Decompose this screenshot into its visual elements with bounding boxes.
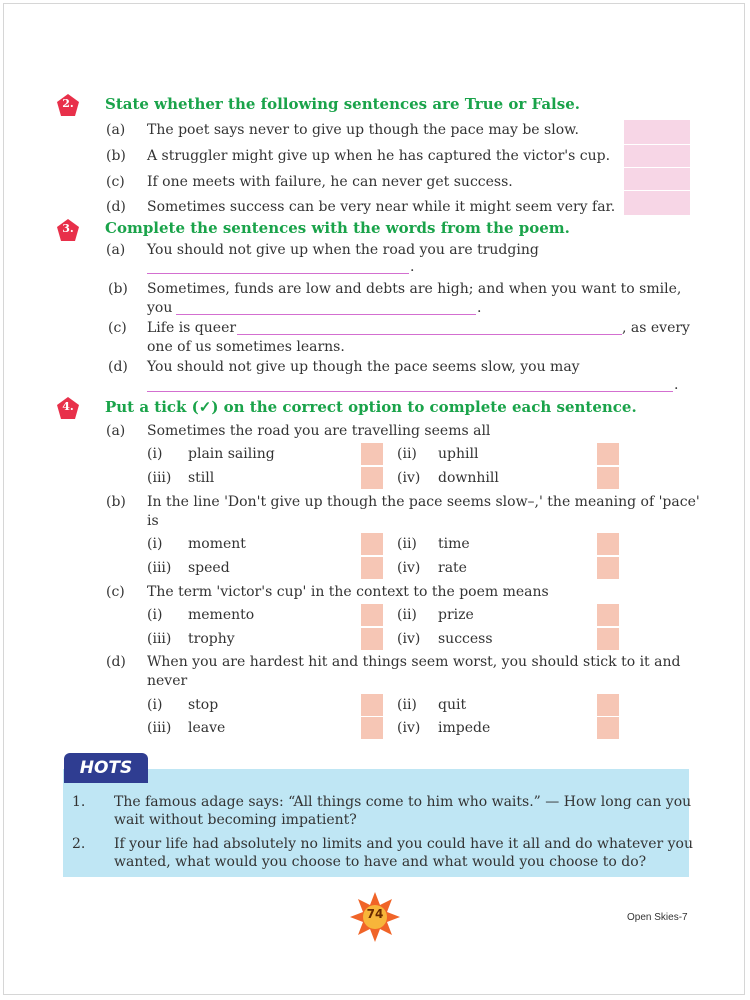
tick-box[interactable] [361, 557, 383, 579]
option-text: plain sailing [188, 446, 275, 462]
tick-box[interactable] [361, 443, 383, 465]
hots-tab-label: HOTS [79, 758, 133, 778]
option-number: (ii) [397, 536, 417, 552]
option-text: quit [438, 697, 467, 713]
q3b-text2: you [147, 300, 173, 316]
q3c-text-after: , as every [622, 320, 690, 336]
q3-number-badge [56, 218, 80, 242]
option-text: rate [438, 560, 467, 576]
q2-item-text: If one meets with failure, he can never get success. [147, 174, 513, 190]
option-text: leave [188, 720, 226, 736]
option-text: downhill [438, 470, 499, 486]
option-text: prize [438, 607, 474, 623]
q4d-text2: never [147, 673, 188, 689]
q3b-end: . [477, 300, 482, 316]
tick-box[interactable] [361, 717, 383, 739]
q3c-label: (c) [108, 320, 127, 336]
option-text: impede [438, 720, 491, 736]
option-number: (i) [147, 446, 163, 462]
q4d-text: When you are hardest hit and things seem worst, you should stick to it and [147, 654, 681, 670]
option-number: (iv) [397, 470, 421, 486]
option-number: (iv) [397, 631, 421, 647]
tick-box[interactable] [597, 694, 619, 716]
q3d-blank[interactable] [147, 391, 673, 392]
option-number: (iv) [397, 560, 421, 576]
q4a-label: (a) [106, 423, 126, 439]
q2-title: State whether the following sentences are True or False. [105, 95, 580, 113]
true-false-answer-box[interactable] [624, 120, 690, 215]
q3b-text: Sometimes, funds are low and debts are high; and when you want to smile, [147, 281, 682, 297]
q4-title: Put a tick (✓) on the correct option to complete each sentence. [105, 398, 637, 416]
tick-box[interactable] [361, 467, 383, 489]
option-text: moment [188, 536, 246, 552]
page-number-badge [348, 890, 402, 944]
option-number: (ii) [397, 697, 417, 713]
q4b-text2: is [147, 513, 159, 529]
q2-item-text: The poet says never to give up though the pace may be slow. [147, 122, 579, 138]
q2-item-label: (d) [106, 199, 126, 215]
option-number: (iii) [147, 470, 172, 486]
book-title: Open Skies-7 [627, 912, 688, 923]
option-number: (iii) [147, 720, 172, 736]
option-text: stop [188, 697, 219, 713]
q2-number-badge [56, 93, 80, 117]
tick-box[interactable] [597, 628, 619, 650]
hots-item-number: 2. [72, 836, 86, 852]
q4a-text: Sometimes the road you are travelling seems all [147, 423, 491, 439]
tick-box[interactable] [361, 694, 383, 716]
q3c-text2: one of us sometimes learns. [147, 339, 345, 355]
q3d-text: You should not give up though the pace seems slow, you may [147, 359, 580, 375]
option-number: (i) [147, 697, 163, 713]
q3-title: Complete the sentences with the words from the poem. [105, 219, 570, 237]
hots-item-line: If your life had absolutely no limits and you could have it all and do whatever you [114, 836, 693, 852]
q3a-end: . [410, 259, 415, 275]
option-text: memento [188, 607, 255, 623]
q3b-label: (b) [108, 281, 128, 297]
option-number: (ii) [397, 446, 417, 462]
q4c-label: (c) [106, 584, 125, 600]
tick-box[interactable] [361, 604, 383, 626]
q2-number: 2. [62, 97, 74, 110]
q4d-label: (d) [106, 654, 126, 670]
option-text: success [438, 631, 493, 647]
tick-box[interactable] [597, 467, 619, 489]
tick-box[interactable] [597, 717, 619, 739]
q2-item-text: A struggler might give up when he has captured the victor's cup. [147, 148, 611, 164]
tick-box[interactable] [361, 533, 383, 555]
q2-item-label: (c) [106, 174, 125, 190]
tick-box[interactable] [597, 557, 619, 579]
q4b-text: In the line 'Don't give up though the pace seems slow–,' the meaning of 'pace' [147, 494, 700, 510]
q4c-text: The term 'victor's cup' in the context to the poem means [147, 584, 549, 600]
option-text: time [438, 536, 470, 552]
hots-item-line: wanted, what would you choose to have and what would you choose to do? [114, 854, 647, 870]
q2-item-text: Sometimes success can be very near while it might seem very far. [147, 199, 616, 215]
q4-number-badge [56, 396, 80, 420]
hots-item-number: 1. [72, 794, 86, 810]
option-number: (i) [147, 536, 163, 552]
q3-number: 3. [62, 222, 74, 235]
q3c-text: Life is queer [147, 320, 237, 336]
q3d-end: . [674, 377, 679, 393]
q2-item-label: (b) [106, 148, 126, 164]
option-number: (ii) [397, 607, 417, 623]
hots-tab [64, 753, 148, 783]
option-text: speed [188, 560, 230, 576]
page-number: 74 [366, 907, 384, 921]
hots-item-line: wait without becoming impatient? [114, 812, 357, 828]
option-text: trophy [188, 631, 235, 647]
hots-item-line: The famous adage says: “All things come to him who waits.” — How long can you [114, 794, 692, 810]
option-number: (i) [147, 607, 163, 623]
option-number: (iii) [147, 560, 172, 576]
option-number: (iv) [397, 720, 421, 736]
option-text: uphill [438, 446, 479, 462]
tick-box[interactable] [597, 443, 619, 465]
tick-box[interactable] [597, 604, 619, 626]
q3d-label: (d) [108, 359, 128, 375]
q4-number: 4. [62, 400, 74, 413]
q3c-blank[interactable] [237, 334, 622, 335]
q4b-label: (b) [106, 494, 126, 510]
q3a-blank[interactable] [147, 273, 409, 274]
option-text: still [188, 470, 215, 486]
option-number: (iii) [147, 631, 172, 647]
tick-box[interactable] [597, 533, 619, 555]
tick-box[interactable] [361, 628, 383, 650]
q3a-text: You should not give up when the road you are trudging [147, 242, 539, 258]
q3b-blank[interactable] [176, 314, 476, 315]
q3a-label: (a) [106, 242, 126, 258]
q2-item-label: (a) [106, 122, 126, 138]
